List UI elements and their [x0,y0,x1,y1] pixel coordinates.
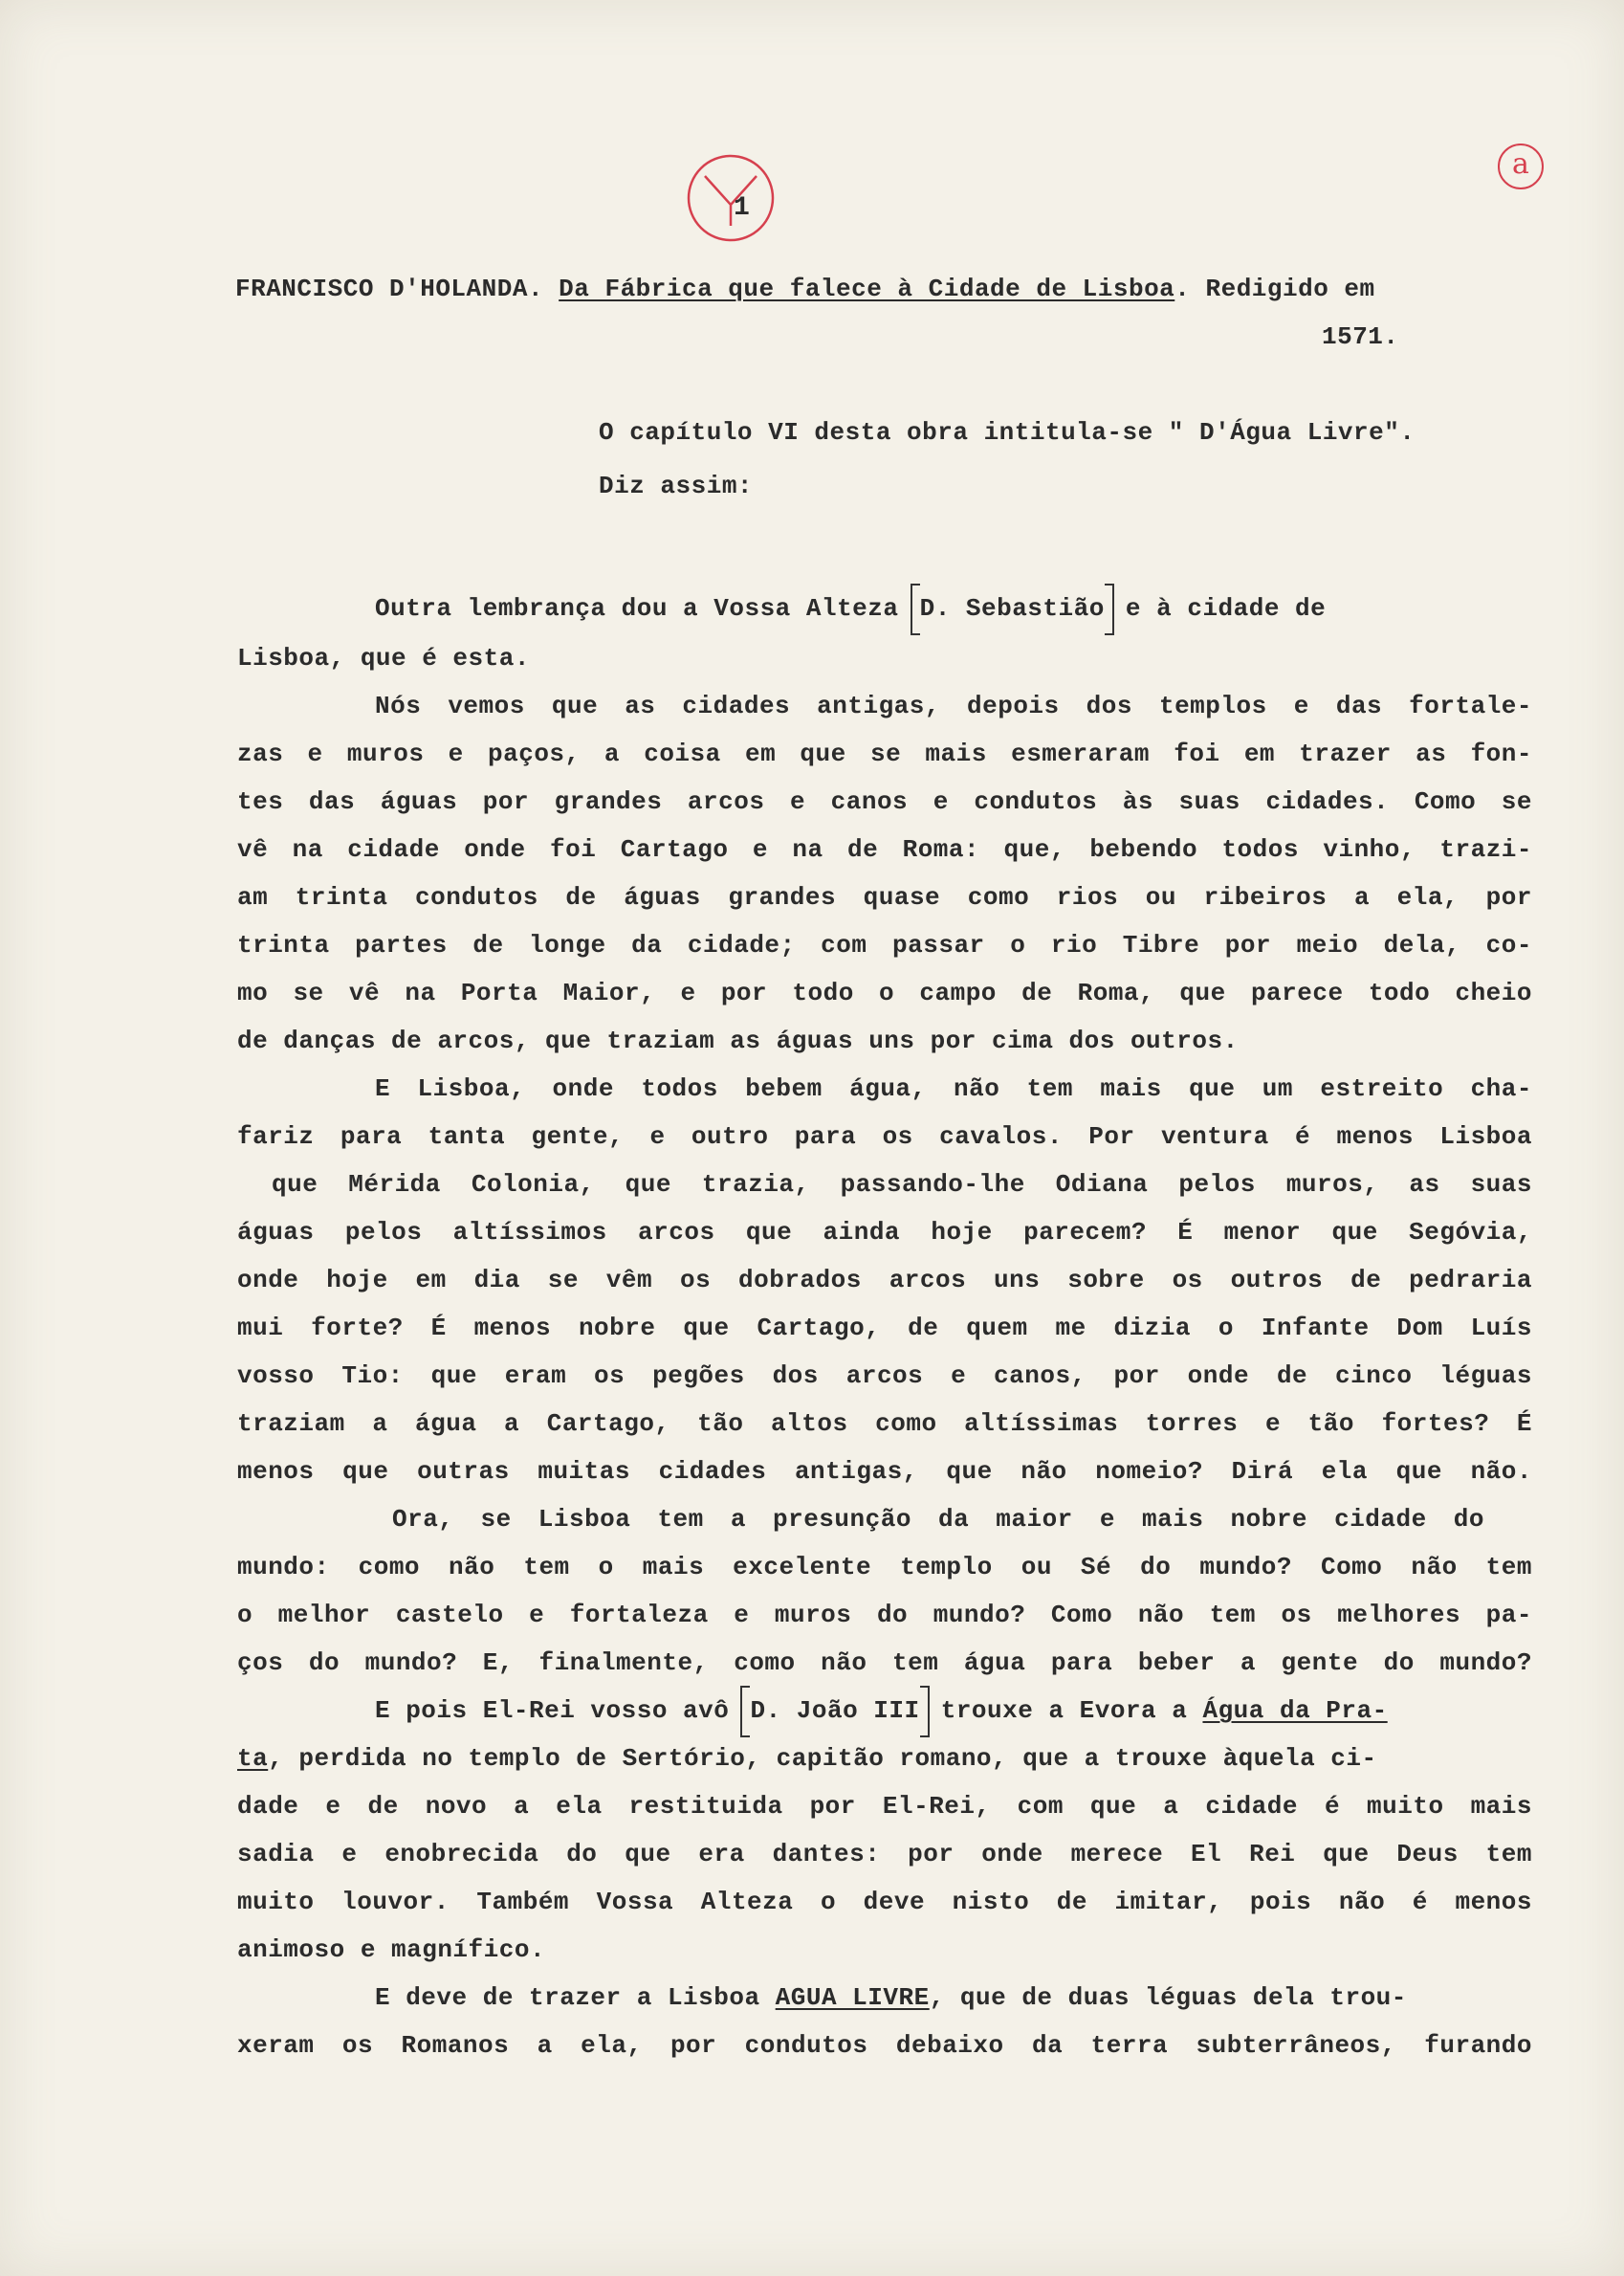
p4-line-2: mundo: como não tem o mais excelente templo ou Sé do mundo? Como não tem [237,1553,1532,1581]
p5-line-1 [375,1691,1388,1730]
intro-line-2: Diz assim: [599,472,754,500]
p5-text-c: , perdida no templo de Sertório, capitão romano, que a trouxe àquela ci- [268,1744,1377,1773]
heading-author: FRANCISCO D'HOLANDA. [235,275,544,303]
heading-title: Da Fábrica que falece à Cidade de Lisboa [559,275,1175,303]
heading-year: 1571. [1322,322,1399,351]
heading-line [235,270,1375,308]
p5-line-4: sadia e enobrecida do que era dantes: por onde merece El Rei que Deus tem [237,1840,1532,1868]
p4-line-3: o melhor castelo e fortaleza e muros do mundo? Como não tem os melhores pa- [237,1601,1532,1629]
p3-line-1: E Lisboa, onde todos bebem água, não tem mais que um estreito cha- [375,1074,1532,1103]
p5-text-b: trouxe a Evora a [925,1696,1203,1725]
circled-number-stamp [684,151,778,245]
p5-bracket-note: D. João III [744,1691,925,1730]
circled-letter-stamp: a [1498,144,1544,189]
p5-line-6: animoso e magnífico. [237,1935,546,1964]
p3-line-8: traziam a água a Cartago, tão altos como altíssimas torres e tão fortes? É [237,1409,1532,1438]
p4-line-1: Ora, se Lisboa tem a presunção da maior e mais nobre cidade do [392,1505,1484,1534]
p6-text-b: , que de duas léguas dela trou- [929,1983,1407,2012]
p3-line-2: fariz para tanta gente, e outro para os cavalos. Por ventura é menos Lisboa [237,1122,1532,1151]
p3-line-9: menos que outras muitas cidades antigas, que não nomeio? Dirá ela que não. [237,1457,1532,1486]
p1-text-b: e à cidade de [1109,594,1327,623]
p6-line-1 [375,1978,1407,2017]
p3-line-4: águas pelos altíssimos arcos que ainda hoje parecem? É menor que Segóvia, [237,1218,1532,1247]
heading-after-title: . Redigido em [1174,275,1375,303]
p3-line-7: vosso Tio: que eram os pegões dos arcos e canos, por onde de cinco léguas [237,1361,1532,1390]
p2-line-7: mo se vê na Porta Maior, e por todo o campo de Roma, que parece todo cheio [237,979,1532,1007]
p2-line-6: trinta partes de longe da cidade; com passar o rio Tibre por meio dela, co- [237,931,1532,960]
p1-text-a: Outra lembrança dou a Vossa Alteza [375,594,914,623]
p1-line-1 [375,589,1326,628]
p2-line-2: zas e muros e paços, a coisa em que se mais esmeraram foi em trazer as fon- [237,740,1532,768]
p3-line-3: que Mérida Colonia, que trazia, passando-lhe Odiana pelos muros, as suas [272,1170,1532,1199]
p5-line-2 [237,1739,1377,1778]
p3-line-6: mui forte? É menos nobre que Cartago, de quem me dizia o Infante Dom Luís [237,1314,1532,1342]
p5-text-a: E pois El-Rei vosso avô [375,1696,745,1725]
p2-line-8: de danças de arcos, que traziam as águas uns por cima dos outros. [237,1027,1239,1055]
p5-line-3: dade e de novo a ela restituida por El-Rei, com que a cidade é muito mais [237,1792,1532,1821]
p4-line-4: ços do mundo? E, finalmente, como não tem água para beber a gente do mundo? [237,1648,1532,1677]
p5-underlined-a: Água da Pra- [1202,1696,1388,1725]
p6-line-2: xeram os Romanos a ela, por condutos debaixo da terra subterrâneos, furando [237,2031,1532,2060]
p1-line-2: Lisboa, que é esta. [237,644,530,673]
p2-line-4: vê na cidade onde foi Cartago e na de Roma: que, bebendo todos vinho, trazi- [237,835,1532,864]
p2-line-1: Nós vemos que as cidades antigas, depois dos templos e das fortale- [375,692,1532,720]
circled-number-text: 1 [734,193,750,223]
p2-line-3: tes das águas por grandes arcos e canos e condutos às suas cidades. Como se [237,787,1532,816]
p5-line-5: muito louvor. Também Vossa Alteza o deve nisto de imitar, pois não é menos [237,1888,1532,1916]
p6-text-a: E deve de trazer a Lisboa [375,1983,776,2012]
p3-line-5: onde hoje em dia se vêm os dobrados arcos uns sobre os outros de pedraria [237,1266,1532,1294]
p5-underlined-b: ta [237,1744,269,1773]
intro-line-1: O capítulo VI desta obra intitula-se " D'Água Livre". [599,418,1416,447]
p1-bracket-note: D. Sebastião [914,589,1110,628]
p6-underlined: AGUA LIVRE [775,1983,930,2012]
p2-line-5: am trinta condutos de águas grandes quase como rios ou ribeiros a ela, por [237,883,1532,912]
